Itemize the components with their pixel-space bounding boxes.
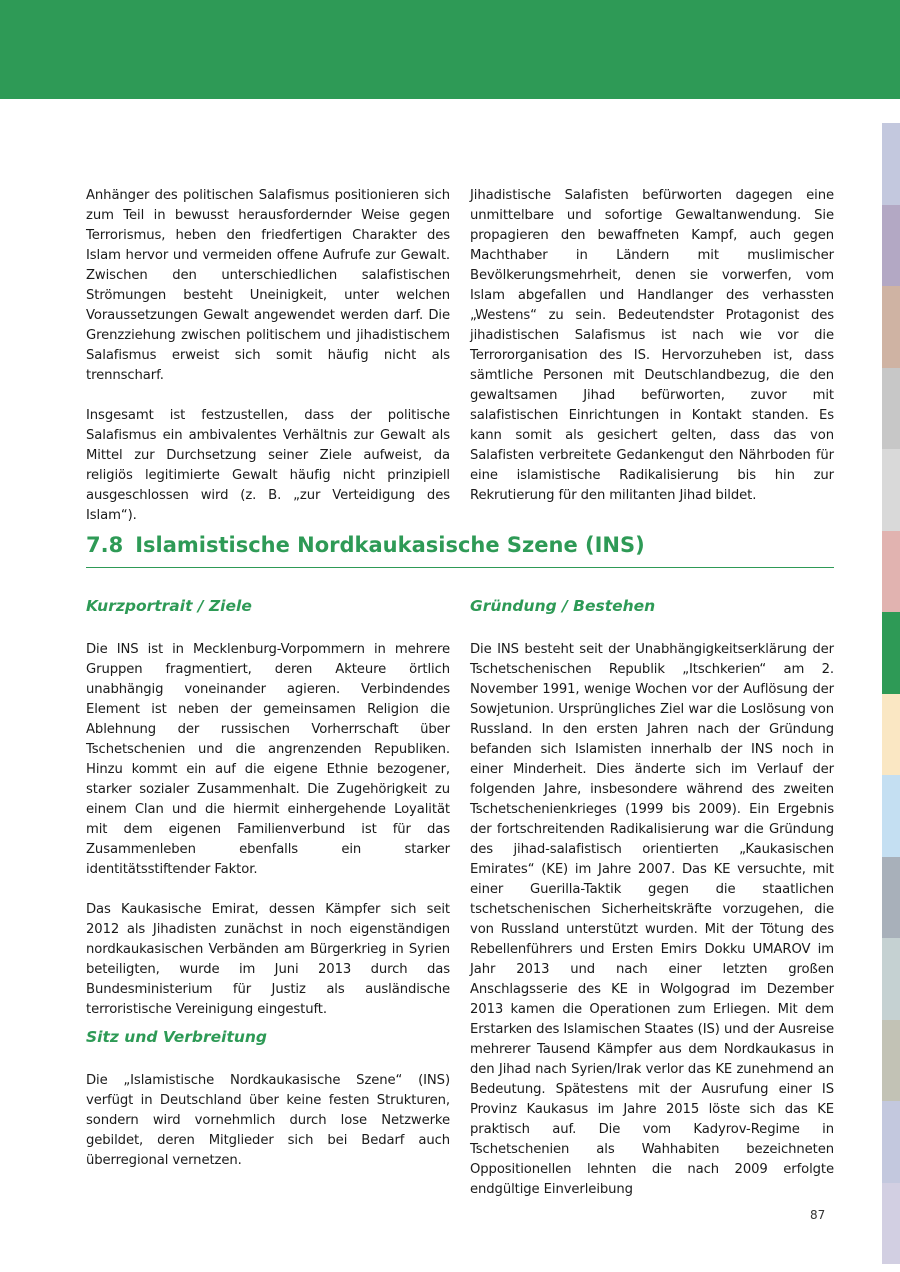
chapter-tab-10 [882,857,900,939]
chapter-tab-11 [882,938,900,1020]
paragraph: Die INS ist in Mecklenburg-Vorpommern in mehrere Gruppen fragmentiert, deren Akteure örtlich unabhängig voneinander agieren. Verbindendes Element ist neben der gemeinsamen Religion die Ablehnung der russischen Vorherrschaft über Tschetschenien und die angrenzenden Republiken. Hinzu kommt ein auf die eigene Ethnie bezogener, starker sozialer Zusammenhalt. Die Zugehörigkeit zu einem Clan und die hiermit einhergehende Loyalität mit dem eigenen Familienverbund ist für das Zusammenleben ebenfalls ein starker identitätsstiftender Faktor. [86,642,450,877]
intro-column-left [86,186,450,526]
chapter-tab-6 [882,531,900,613]
paragraph: Die INS besteht seit der Unabhängigkeitserklärung der Tschetschenischen Republik „Itschkerien“ am 2. November 1991, wenige Wochen vor der Auflösung der Sowjetunion. Ursprüngliches Ziel war die Loslösung von Russland. In den ersten Jahren nach der Gründung befanden sich Islamisten innerhalb der INS noch in einer Minderheit. Dies änderte sich im Verlauf der folgenden Jahre, insbesondere während des zweiten Tschetschenienkrieges (1999 bis 2009). Ein Ergebnis der fortschreitenden Radikalisierung war die Gründung des jihad-salafistisch orientierten „Kaukasischen Emirates“ (KE) im Jahre 2007. Das KE versuchte, mit einer Guerilla-Taktik gegen die staatlichen tschetschenischen Sicherheitskräfte vorzugehen, die von Russland unterstützt wurden. Mit der Tötung des Rebellenführers und Ersten Emirs Dokku UMAROV im Jahr 2013 und nach einer letzten großen Anschlagsserie des KE in Wolgograd im Dezember 2013 kamen die Operationen zum Erliegen. Mit dem Erstarken des Islamischen Staates (IS) und der Ausreise mehrerer Tausend Kämpfer aus dem Nordkaukasus in den Jihad nach Syrien/Irak verlor das KE zunehmend an Bedeutung. Spätestens mit der Ausrufung einer IS Provinz Kaukasus im Jahre 2015 löste sich das KE praktisch auf. Die vom Kadyrov-Regime in Tschetschenien als Wahhabiten bezeichneten Oppositionellen lehnten die nach 2009 erfolgte endgültige Einverleibung [470,642,834,1197]
page-number: 87 [810,1208,826,1222]
chapter-tab-8 [882,694,900,776]
header-band [0,0,900,99]
chapter-tab-2 [882,205,900,287]
chapter-tab-13 [882,1101,900,1183]
subheading-kurzportrait: Kurzportrait / Ziele [86,597,252,615]
paragraph: Insgesamt ist festzustellen, dass der politische Salafismus ein ambivalentes Verhältnis zur Gewalt als Mittel zur Durchsetzung seiner Ziele aufweist, da religiös legitimierte Gewalt häufig nicht prinzipiell ausgeschlossen wird (z. B. „zur Verteidigung des Islam“). [86,408,450,523]
chapter-tab-1 [882,123,900,205]
gruendung-block [470,594,834,1200]
section-title: Islamistische Nordkaukasische Szene (INS) [135,533,645,557]
section-heading [86,529,834,568]
chapter-tab-5 [882,449,900,531]
chapter-tab-14 [882,1183,900,1265]
chapter-tab-3 [882,286,900,368]
paragraph: Die „Islamistische Nordkaukasische Szene“ (INS) verfügt in Deutschland über keine festen Strukturen, sondern wird vornehmlich durch lose Netzwerke gebildet, deren Mitglieder sich bei Bedarf auch überregional vernetzen. [86,1073,450,1168]
subheading-sitz: Sitz und Verbreitung [86,1028,268,1046]
section-number: 7.8 [86,533,124,557]
paragraph: Anhänger des politischen Salafismus positionieren sich zum Teil in bewusst herausfordernder Weise gegen Terrorismus, heben den friedfertigen Charakter des Islam hervor und vermeiden offene Aufrufe zur Gewalt. Zwischen den unterschiedlichen salafistischen Strömungen besteht Uneinigkeit, unter welchen Voraussetzungen Gewalt angewendet werden darf. Die Grenzziehung zwischen politischem und jihadistischem Salafismus erweist sich somit häufig nicht als trennscharf. [86,188,450,383]
kurzportrait-block [86,594,450,1020]
chapter-tab-4 [882,368,900,450]
chapter-tab-7 [882,612,900,694]
chapter-tab-12 [882,1020,900,1102]
chapter-tab-9 [882,775,900,857]
intro-column-right [470,186,834,506]
subheading-gruendung: Gründung / Bestehen [470,597,656,615]
paragraph: Das Kaukasische Emirat, dessen Kämpfer sich seit 2012 als Jihadisten zunächst in noch eigenständigen nordkaukasischen Verbänden am Bürgerkrieg in Syrien beteiligten, wurde im Juni 2013 durch das Bundesministerium für Justiz als ausländische terroristische Vereinigung eingestuft. [86,902,450,1017]
sitz-block [86,1025,450,1171]
paragraph: Jihadistische Salafisten befürworten dagegen eine unmittelbare und sofortige Gewaltanwendung. Sie propagieren den bewaffneten Kampf, auch gegen Machthaber in Ländern mit muslimischer Bevölkerungsmehrheit, denen sie vorwerfen, vom Islam abgefallen und Handlanger des verhassten „Westens“ zu sein. Bedeutendster Protagonist des jihadistischen Salafismus ist nach wie vor die Terrororganisation des IS. Hervorzuheben ist, dass sämtliche Personen mit Deutschlandbezug, die den gewaltsamen Jihad befürworten, zuvor mit salafistischen Einrichtungen in Kontakt standen. Es kann somit als gesichert gelten, dass das von Salafisten verbreitete Gedankengut den Nährboden für eine islamistische Radikalisierung bis hin zur Rekrutierung für den militanten Jihad bildet. [470,188,834,503]
chapter-tabs [882,123,900,1264]
